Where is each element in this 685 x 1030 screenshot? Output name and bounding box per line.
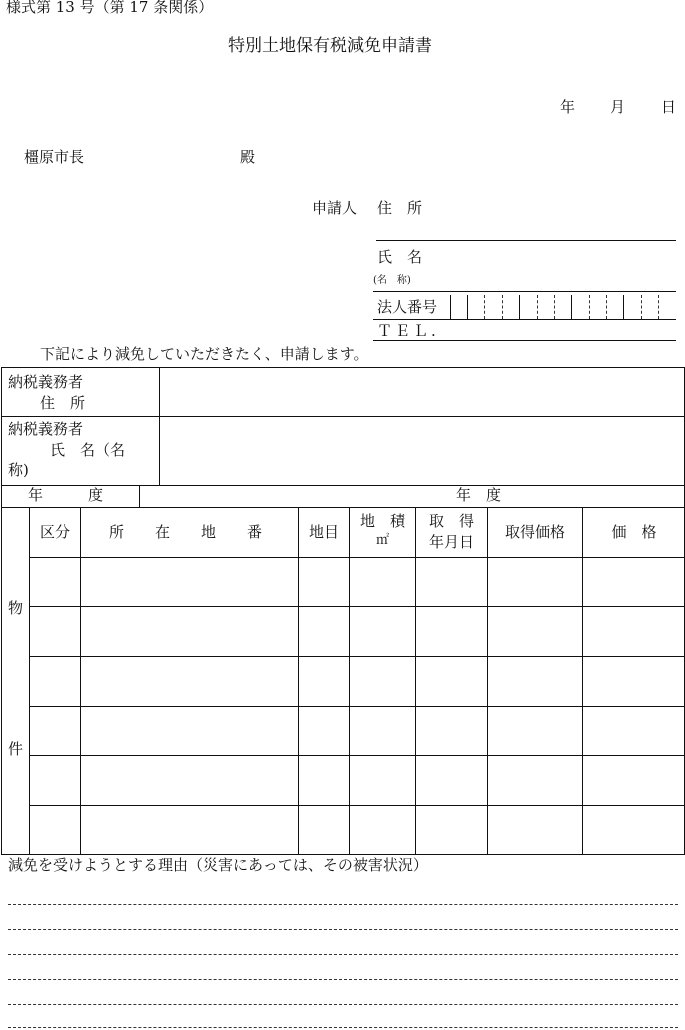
col-header-location: 所 在 地 番 (108, 523, 270, 541)
taxpayer-address-field[interactable] (162, 370, 682, 414)
corp-digit-divider (519, 295, 520, 319)
col-header-acquired: 取 得 (428, 512, 474, 530)
address-underline (376, 240, 676, 241)
reason-line[interactable] (8, 904, 678, 905)
fiscal-year-value-label[interactable]: 年 度 (456, 486, 502, 504)
request-sentence: 下記により減免していただきたく、申請します。 (40, 345, 369, 363)
col-header-area: 地 積 (359, 512, 405, 530)
property-row-divider (29, 706, 685, 707)
corp-digit-divider (589, 295, 590, 319)
corp-digit-divider (484, 295, 485, 319)
corp-digit-divider (606, 295, 607, 319)
corp-number-underline (373, 319, 676, 320)
reason-label: 減免を受けようとする理由（災害にあっては、その被害状況） (8, 856, 428, 874)
date-month: 月 (610, 98, 626, 116)
date-year: 年 (560, 98, 576, 116)
taxpayer-label: 納税義務者 (8, 373, 84, 391)
fiscal-year-label: 年 度 (28, 486, 104, 504)
property-col-divider (582, 507, 583, 855)
property-col-divider (298, 507, 299, 855)
reason-line[interactable] (8, 979, 678, 980)
property-col-divider (415, 507, 416, 855)
taxpayer-name-field[interactable] (162, 419, 682, 483)
corp-digit-divider (658, 295, 659, 319)
corp-digit-divider (554, 295, 555, 319)
taxpayer-name-label: 氏 名（名 (50, 441, 126, 459)
property-side-divider (29, 507, 30, 855)
property-col-divider (349, 507, 350, 855)
tel-underline (373, 340, 676, 341)
col-header-acq-price: 取得価格 (504, 523, 565, 541)
property-row-divider (29, 805, 685, 806)
col-header-price: 価 格 (611, 523, 657, 541)
property-side-label: 物 (8, 599, 24, 617)
col-header-category: 区分 (39, 523, 70, 541)
taxpayer-row-divider (1, 416, 685, 417)
reason-line[interactable] (8, 954, 678, 955)
date-day: 日 (661, 98, 677, 116)
property-col-divider (487, 507, 488, 855)
corp-digit-divider (537, 295, 538, 319)
form-number: 様式第 13 号（第 17 条関係） (6, 0, 214, 16)
col-header-land-type: 地目 (308, 523, 339, 541)
applicant-name-sub-label: (名 称) (373, 275, 411, 286)
tel-label: ＴＥＬ. (377, 322, 439, 340)
property-row-divider (29, 755, 685, 756)
fiscal-year-row (1, 485, 685, 508)
corp-digit-divider (467, 295, 468, 319)
applicant-label: 申請人 (312, 199, 358, 217)
name-underline (373, 291, 676, 292)
applicant-address-label: 住 所 (377, 199, 423, 217)
corp-digit-divider (450, 295, 451, 319)
applicant-name-label: 氏 名 (377, 248, 423, 266)
col-header-acquired-date: 年月日 (428, 533, 474, 551)
reason-line[interactable] (8, 1027, 678, 1028)
corp-digit-divider (571, 295, 572, 319)
property-col-divider (80, 507, 81, 855)
property-row-divider (29, 606, 685, 607)
corp-digit-divider (623, 295, 624, 319)
taxpayer-label: 納税義務者 (8, 420, 84, 438)
page-title: 特別土地保有税減免申請書 (228, 36, 432, 56)
property-side-label: 件 (8, 740, 24, 758)
col-header-area-unit: ㎡ (375, 533, 389, 548)
reason-line[interactable] (8, 1004, 678, 1005)
addressee: 橿原市長 (24, 148, 85, 166)
corp-digit-divider (641, 295, 642, 319)
taxpayer-address-label: 住 所 (40, 394, 86, 412)
property-row-divider (29, 656, 685, 657)
corp-digit-divider (502, 295, 503, 319)
taxpayer-divider (159, 367, 160, 486)
property-header-divider (29, 557, 685, 558)
reason-line[interactable] (8, 929, 678, 930)
corp-number-label: 法人番号 (377, 298, 438, 316)
honorific: 殿 (240, 148, 256, 166)
fiscal-year-divider (139, 485, 140, 508)
taxpayer-name-label-cont: 称) (8, 461, 29, 479)
